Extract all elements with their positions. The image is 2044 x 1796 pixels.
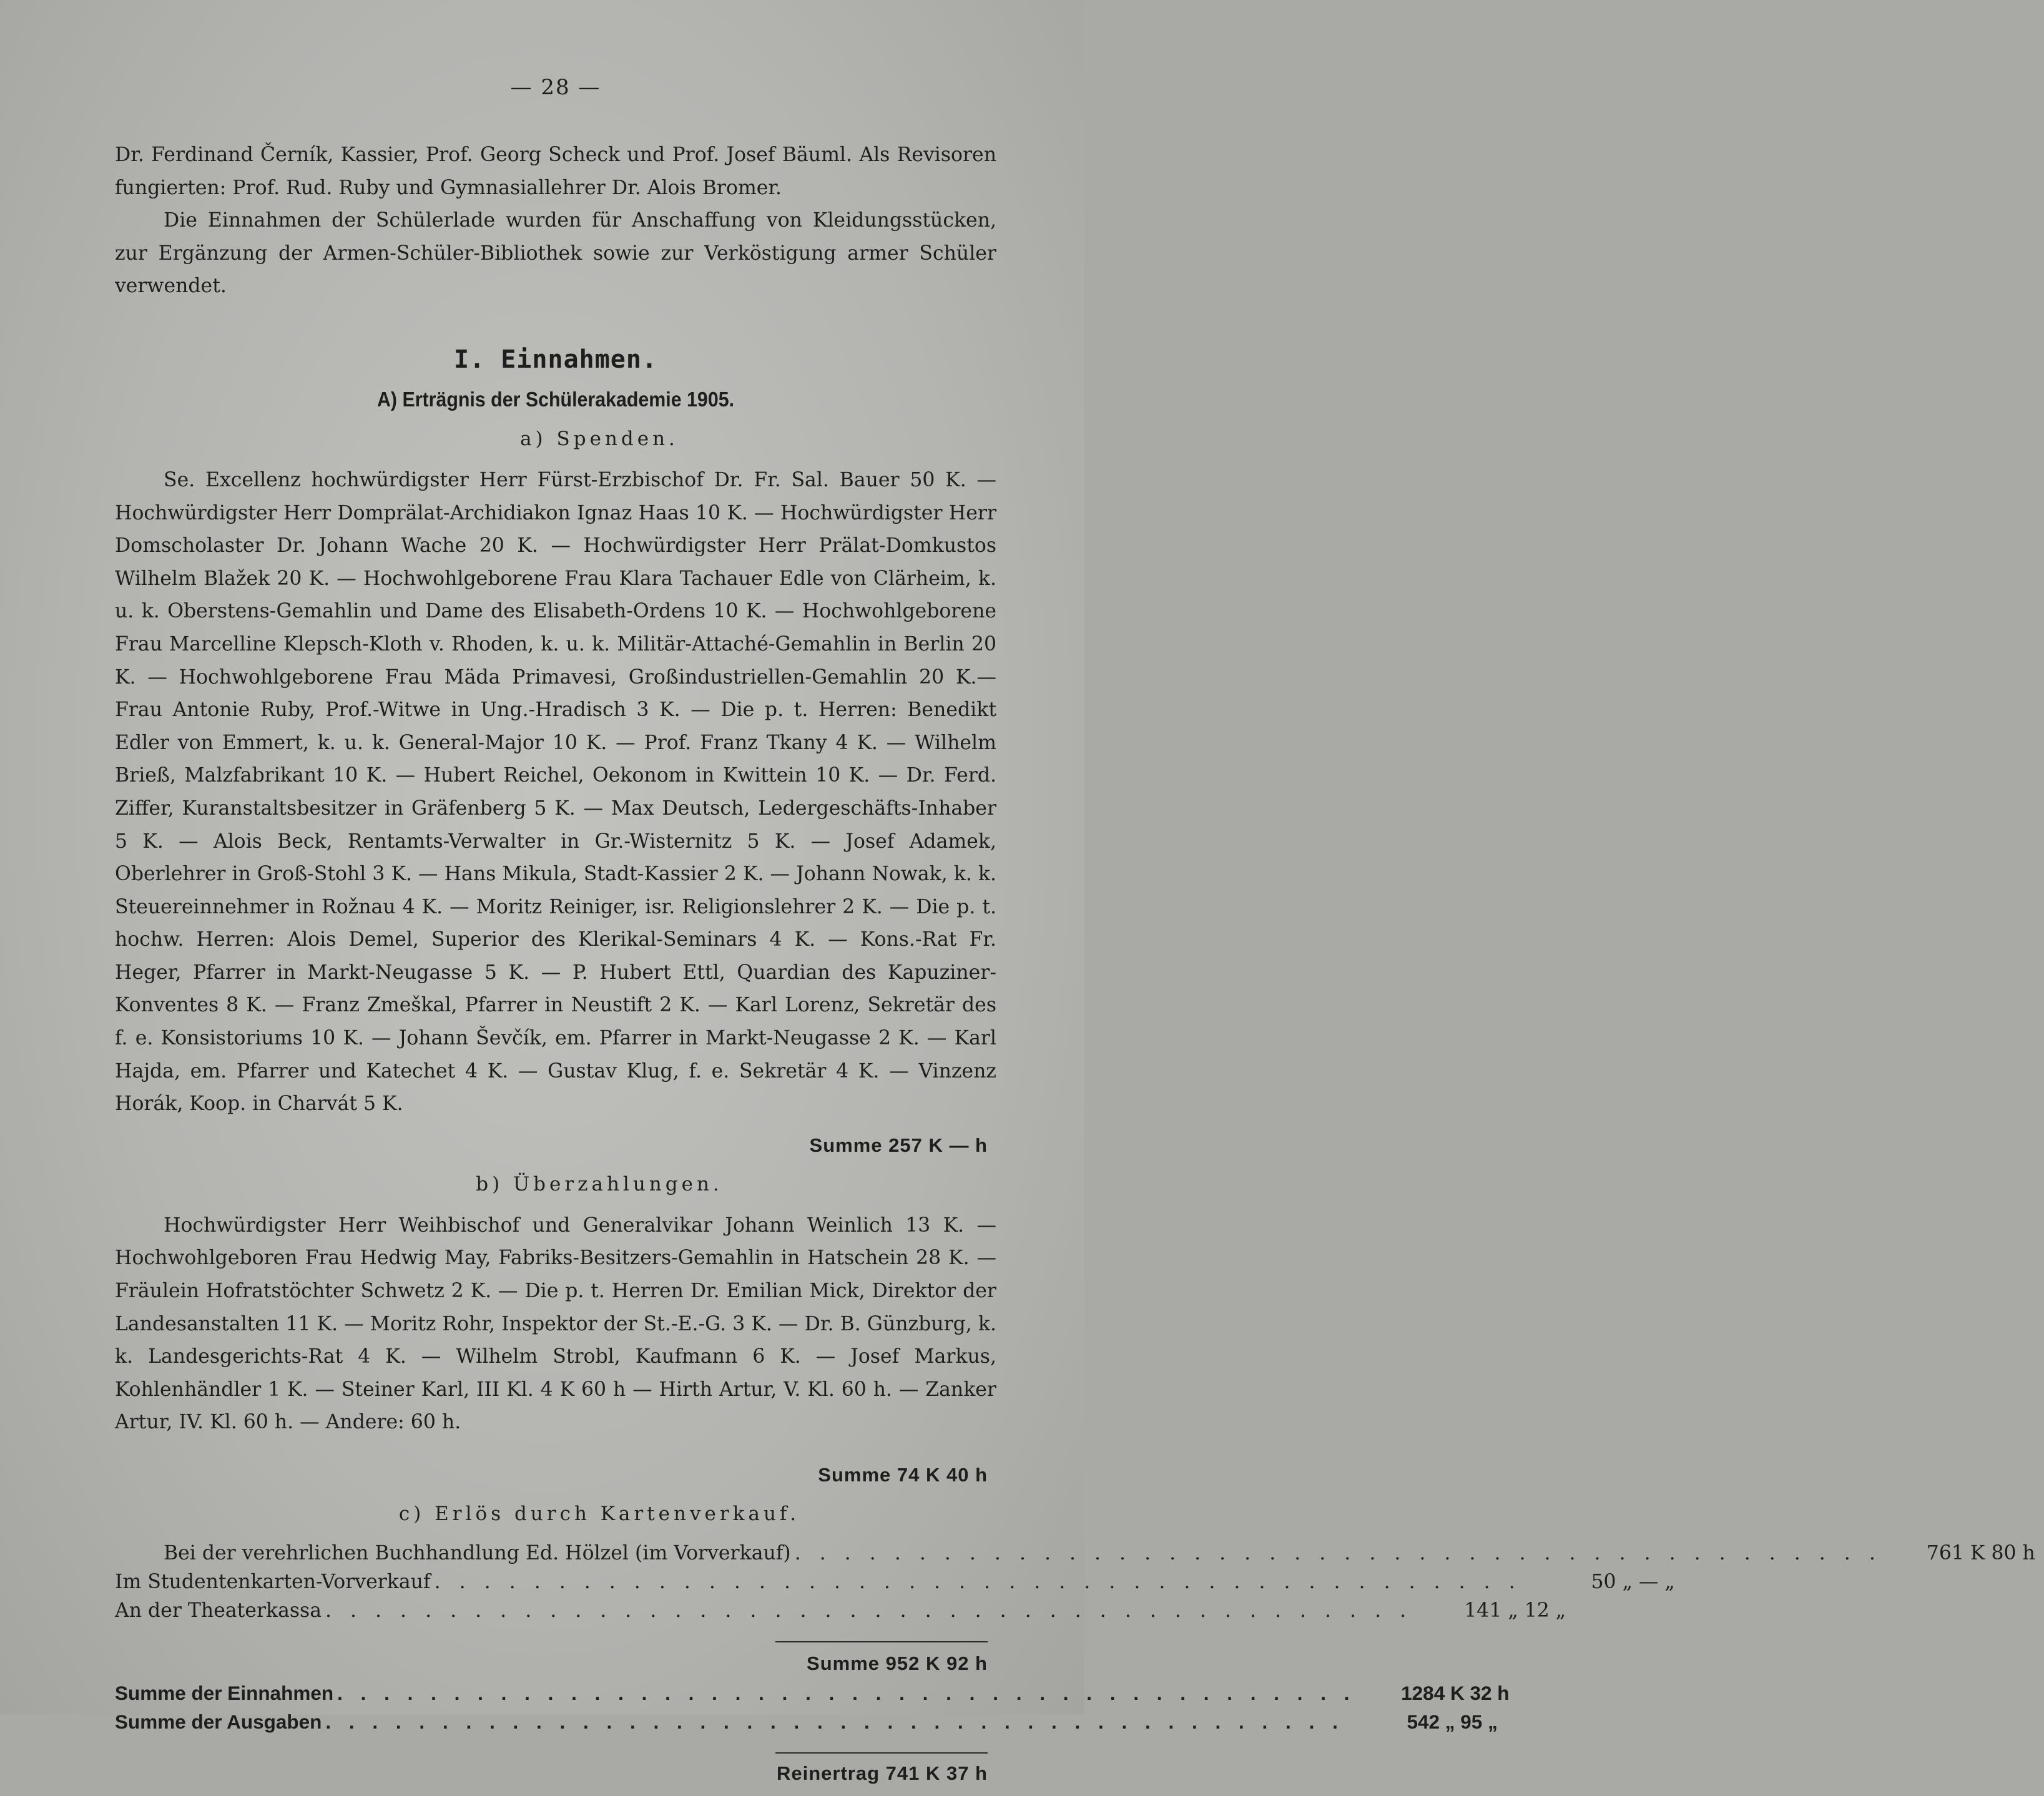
section-title: I. Einnahmen. (453, 345, 658, 374)
page-number: — 28 — (510, 75, 601, 100)
ueberzahlungen-heading: b) Überzahlungen. (476, 1172, 723, 1195)
ueberzahlungen-text: Hochwürdigster Herr Weihbischof und Generalvikar Johann Weinlich 13 K. — Hochwohlgeboren Frau Hedwig May, Fabriks-Besitzers-Gemahlin in Hatschein 28 K. — Fräulein Hofratstöchter Schwetz 2 K. — Die p. t. Herren Dr. Emilian Mick, Direktor der Landesanstalten 11 K. — Moritz Rohr, Inspektor der St.-E.-G. 3 K. — Dr. B. Günzburg, k. k. Landesgerichts-Rat 4 K. — Wilhelm Strobl, Kaufmann 6 K. — Josef Markus, Kohlenhändler 1 K. — Steiner Karl, III Kl. 4 K 60 h — Hirth Artur, V. Kl. 60 h. — Zanker Artur, IV. Kl. 60 h. — Andere: 60 h. (115, 1214, 996, 1434)
spenden-heading: a) Spenden. (520, 427, 679, 450)
row-value: 542 „ 95 „ (1407, 1710, 1498, 1733)
intro-paragraph-1: Dr. Ferdinand Černík, Kassier, Prof. Georg Scheck und Prof. Josef Bäuml. Als Revisoren fungierten: Prof. Rud. Ruby und Gymnasiallehrer Dr. Alois Bromer. (115, 144, 996, 199)
kartenverkauf-sum: Summe 952 K 92 h (807, 1652, 988, 1674)
ueberzahlungen-sum: Summe 74 K 40 h (818, 1464, 988, 1486)
row-value: 761 K 80 h (1926, 1542, 2035, 1564)
row-value: 50 „ — „ (1591, 1571, 1675, 1593)
kartenverkauf-row (115, 1539, 2035, 1568)
row-value: 1284 K 32 h (1401, 1682, 1510, 1704)
row-value: 141 „ 12 „ (1464, 1599, 1566, 1622)
row-label: Bei der verehrlichen Buchhandlung Ed. Hölzel (im Vorverkauf) (164, 1542, 791, 1564)
kartenverkauf-row (115, 1596, 1566, 1625)
row-label: Im Studentenkarten-Vorverkauf (115, 1571, 431, 1593)
spenden-sum: Summe 257 K — h (809, 1134, 988, 1156)
leader-dots: . . . . . . . . . . . . . . . . . . . . . . . . . . . . . . . . . . . . . . . . . . . . (434, 1571, 1521, 1593)
page-content (115, 75, 2035, 1796)
sum-divider (775, 1641, 988, 1642)
leader-dots: . . . . . . . . . . . . . . . . . . . . . . . . . . . . . . . . . . . . . . . . . . . . (325, 1599, 1413, 1622)
leader-dots: . . . . . . . . . . . . . . . . . . . . . . . . . . . . . . . . . . . . . . . . . . . . (337, 1682, 1356, 1704)
total-einnahmen-row (115, 1679, 1510, 1707)
kartenverkauf-heading: c) Erlös durch Kartenverkauf. (398, 1503, 800, 1525)
leader-dots: . . . . . . . . . . . . . . . . . . . . . . . . . . . . . . . . . . . . . . . . . . . . (794, 1542, 1882, 1564)
spenden-text: Se. Excellenz hochwürdigster Herr Fürst-Erzbischof Dr. Fr. Sal. Bauer 50 K. — Hochwürdigster Herr Domprälat-Archidiakon Ignaz Haas 10 K. — Hochwürdigster Herr Domscholaster Dr. Johann Wache 20 K. — Hochwürdigster Herr Prälat-Domkustos Wilhelm Blažek 20 K. — Hochwohlgeborene Frau Klara Tachauer Edle von Clärheim, k. u. k. Oberstens-Gemahlin und Dame des Elisabeth-Ordens 10 K. — Hochwohlgeborene Frau Marcelline Klepsch-Kloth v. Rhoden, k. u. k. Militär-Attaché-Gemahlin in Berlin 20 K. — Hochwohlgeborene Frau Mäda Primavesi, Großindustriellen-Gemahlin 20 K.— Frau Antonie Ruby, Prof.-Witwe in Ung.-Hradisch 3 K. — Die p. t. Herren: Benedikt Edler von Emmert, k. u. k. General-Major 10 K. — Prof. Franz Tkany 4 K. — Wilhelm Brieß, Malzfabrikant 10 K. — Hubert Reichel, Oekonom in Kwittein 10 K. — Dr. Ferd. Ziffer, Kuranstaltsbesitzer in Gräfenberg 5 K. — Max Deutsch, Ledergeschäfts-Inhaber 5 K. — Alois Beck, Rentamts-Verwalter in Gr.-Wisternitz 5 K. — Josef Adamek, Oberlehrer in Groß-Stohl 3 K. — Hans Mikula, Stadt-Kassier 2 K. — Johann Nowak, k. k. Steuereinnehmer in Rožnau 4 K. — Moritz Reiniger, isr. Religionslehrer 2 K. — Die p. t. hochw. Herren: Alois Demel, Superior des Klerikal-Seminars 4 K. — Kons.-Rat Fr. Heger, Pfarrer in Markt-Neugasse 5 K. — P. Hubert Ettl, Quardian des Kapuziner-Konventes 8 K. — Franz Zmeškal, Pfarrer in Neustift 2 K. — Karl Lorenz, Sekretär des f. e. Konsistoriums 10 K. — Johann Ševčík, em. Pfarrer in Markt-Neugasse 2 K. — Karl Hajda, em. Pfarrer und Katechet 4 K. — Gustav Klug, f. e. Sekretär 4 K. — Vinzenz Horák, Koop. in Charvát 5 K. (115, 468, 996, 1116)
row-label: Summe der Ausgaben (115, 1710, 322, 1733)
leader-dots: . . . . . . . . . . . . . . . . . . . . . . . . . . . . . . . . . . . . . . . . . . . . (325, 1710, 1344, 1733)
reinertrag: Reinertrag 741 K 37 h (776, 1762, 988, 1784)
kartenverkauf-row (115, 1568, 1675, 1596)
row-label: Summe der Einnahmen (115, 1682, 334, 1704)
subsection-title: A) Erträgnis der Schülerakademie 1905. (376, 387, 735, 411)
row-label: An der Theaterkassa (115, 1599, 322, 1622)
intro-paragraph-2: Die Einnahmen der Schülerlade wurden für Anschaffung von Kleidungsstücken, zur Ergänzung der Armen-Schüler-Bibliothek sowie zur Verköstigung armer Schüler verwendet. (115, 209, 996, 298)
total-ausgaben-row (115, 1707, 1498, 1736)
total-divider (775, 1752, 988, 1754)
